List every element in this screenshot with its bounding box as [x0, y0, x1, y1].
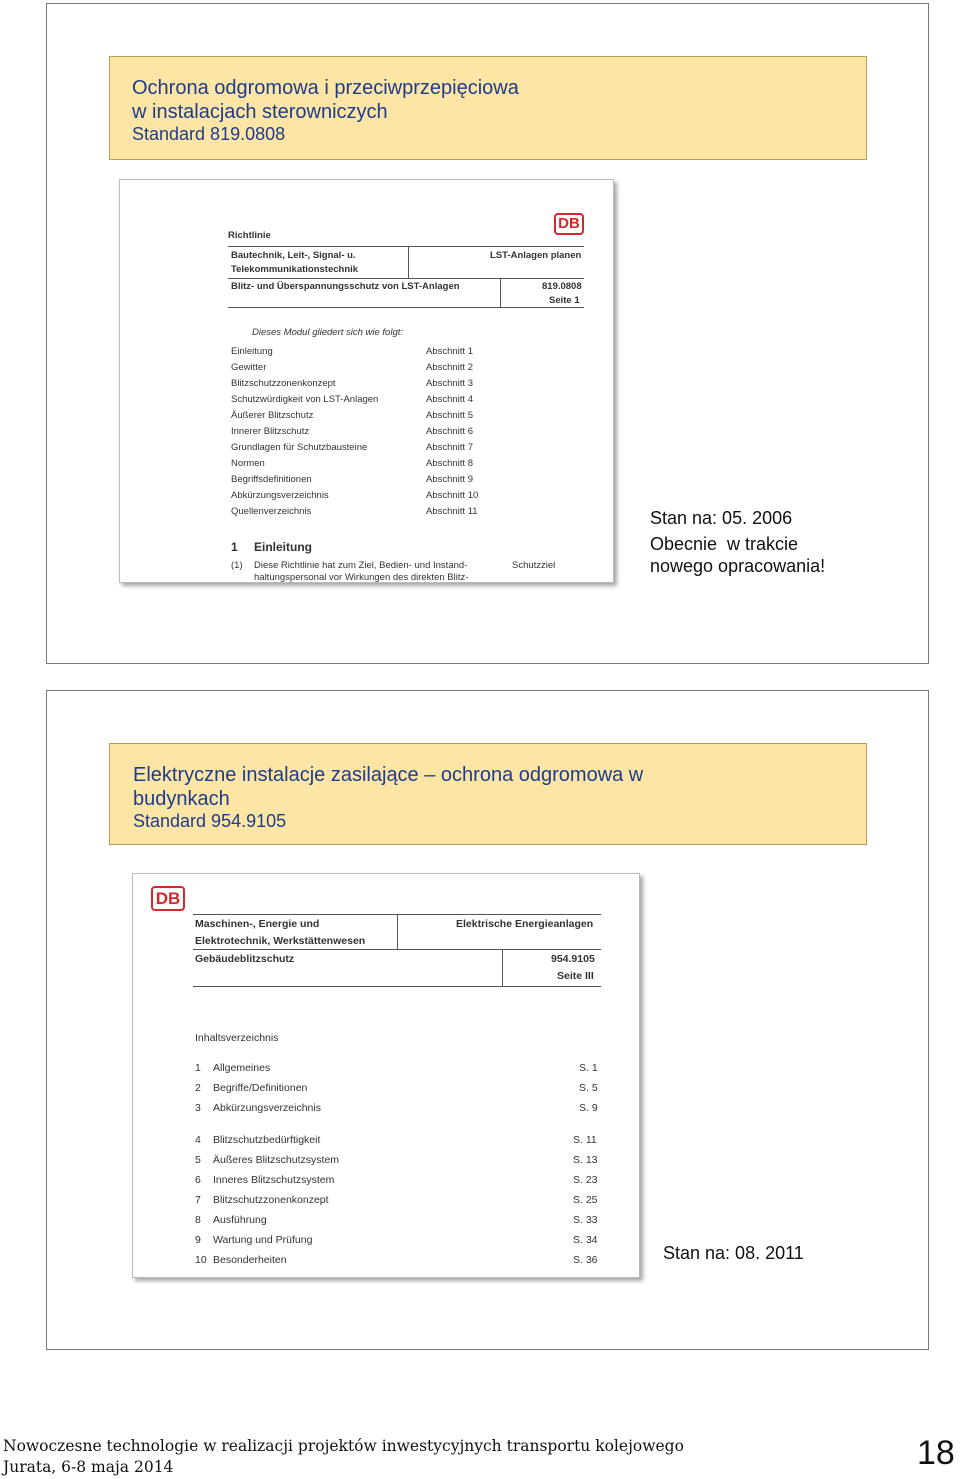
document-scan-819-0808	[119, 179, 614, 583]
page-number: 18	[917, 1434, 955, 1472]
footer-conference-title: Nowoczesne technologie w realizacji projektów inwestycyjnych transportu kolejowego	[3, 1437, 684, 1455]
doc-paragraph-line-2: haltungspersonal vor Wirkungen des direkten Blitz-	[254, 572, 469, 583]
toc-item-page: S. 23	[573, 1174, 598, 1186]
toc-item-number: 8	[195, 1214, 201, 1226]
toc-item-section: Abschnitt 6	[426, 426, 473, 437]
doc-header-left-3: Gebäudeblitzschutz	[195, 953, 295, 965]
footer-location-date: Jurata, 6-8 maja 2014	[3, 1457, 174, 1476]
toc-item-page: S. 1	[579, 1062, 598, 1074]
doc-side-label: Schutzziel	[512, 560, 556, 571]
doc-paragraph-number: (1)	[231, 560, 243, 571]
toc-item-name: Gewitter	[231, 362, 267, 373]
toc-item-name: Abkürzungsverzeichnis	[231, 490, 329, 501]
toc-item-name: Begriffsdefinitionen	[231, 474, 312, 485]
doc-header-left-2: Elektrotechnik, Werkstättenwesen	[195, 935, 366, 947]
toc-item-name: Blitzschutzzonenkonzept	[231, 378, 336, 389]
toc-item-name: Wartung und Prüfung	[213, 1234, 313, 1246]
toc-item-number: 1	[195, 1062, 201, 1074]
slide-1-title-box	[109, 56, 867, 160]
db-logo: DB	[151, 886, 185, 911]
toc-item-section: Abschnitt 9	[426, 474, 473, 485]
toc-item-name: Äußerer Blitzschutz	[231, 410, 314, 421]
toc-item-name: Äußeres Blitzschutzsystem	[213, 1154, 340, 1166]
doc-richtlinie-label: Richtlinie	[228, 230, 271, 241]
toc-item-section: Abschnitt 4	[426, 394, 473, 405]
toc-item-name: Blitzschutzzonenkonzept	[213, 1194, 329, 1206]
toc-item-section: Abschnitt 2	[426, 362, 473, 373]
doc-header-right-2: 819.0808	[542, 281, 582, 292]
toc-item-name: Abkürzungsverzeichnis	[213, 1102, 321, 1114]
slide-2	[46, 690, 929, 1350]
doc-intro: Dieses Modul gliedert sich wie folgt:	[252, 327, 404, 338]
toc-item-section: Abschnitt 7	[426, 442, 473, 453]
toc-item-page: S. 9	[579, 1102, 598, 1114]
doc-header-left-1: Maschinen-, Energie und	[195, 918, 320, 930]
doc-header-left-3: Blitz- und Überspannungsschutz von LST-Anlagen	[231, 281, 460, 292]
slide-1-title-line-1: Ochrona odgromowa i przeciwprzepięciowa	[132, 77, 519, 99]
toc-item-name: Schutzwürdigkeit von LST-Anlagen	[231, 394, 379, 405]
toc-item-number: 3	[195, 1102, 201, 1114]
doc-header-right-2: 954.9105	[551, 953, 595, 965]
toc-item-name: Besonderheiten	[213, 1254, 287, 1266]
doc-toc-title: Inhaltsverzeichnis	[195, 1032, 279, 1044]
footer	[3, 1436, 684, 1478]
status-date: Stan na: 05. 2006	[650, 508, 793, 528]
toc-item-page: S. 25	[573, 1194, 598, 1206]
toc-item-name: Einleitung	[231, 346, 273, 357]
doc-paragraph-line-1: Diese Richtlinie hat zum Ziel, Bedien- und Instand-	[254, 560, 468, 571]
slide-1-title-line-3: Standard 819.0808	[132, 124, 286, 145]
toc-item-section: Abschnitt 1	[426, 346, 473, 357]
slide-2-title-line-1: Elektryczne instalacje zasilające – ochrona odgromowa w	[133, 764, 644, 786]
toc-item-section: Abschnitt 10	[426, 490, 479, 501]
toc-item-number: 6	[195, 1174, 201, 1186]
toc-item-name: Begriffe/Definitionen	[213, 1082, 308, 1094]
toc-item-section: Abschnitt 11	[426, 506, 478, 517]
db-logo: DB	[554, 213, 584, 235]
toc-item-number: 7	[195, 1194, 201, 1206]
slide-2-status-note: Stan na: 08. 2011	[663, 1243, 804, 1263]
toc-item-number: 9	[195, 1234, 201, 1246]
doc-header-left-2: Telekommunikationstechnik	[231, 264, 359, 275]
toc-item-page: S. 5	[579, 1082, 598, 1094]
slide-2-title-line-3: Standard 954.9105	[133, 811, 287, 832]
slide-2-title-box	[109, 743, 867, 845]
doc-section-title: Einleitung	[254, 540, 312, 554]
document-scan-954-9105	[132, 873, 640, 1278]
toc-item-name: Normen	[231, 458, 265, 469]
toc-item-section: Abschnitt 3	[426, 378, 473, 389]
toc-item-name: Blitzschutzbedürftigkeit	[213, 1134, 321, 1146]
status-line-2: Obecnie w trakcie	[650, 534, 799, 555]
toc-item-number: 5	[195, 1154, 201, 1166]
toc-item-number: 4	[195, 1134, 201, 1146]
toc-item-name: Allgemeines	[213, 1062, 271, 1074]
status-line-3: nowego opracowania!	[650, 556, 826, 577]
slide-1-title-line-2: w instalacjach sterowniczych	[132, 100, 388, 123]
doc-header-left-1: Bautechnik, Leit-, Signal- u.	[231, 250, 356, 261]
doc-section-number: 1	[231, 540, 238, 554]
toc-item-name: Inneres Blitzschutzsystem	[213, 1174, 335, 1186]
slide-1-status-note	[650, 505, 825, 579]
doc-header-right-1: Elektrische Energieanlagen	[456, 918, 594, 930]
toc-item-page: S. 36	[573, 1254, 598, 1266]
toc-item-name: Quellenverzeichnis	[231, 506, 312, 517]
toc-item-name: Grundlagen für Schutzbausteine	[231, 442, 368, 453]
toc-item-page: S. 13	[573, 1154, 598, 1166]
toc-item-number: 2	[195, 1082, 201, 1094]
toc-item-name: Ausführung	[213, 1214, 267, 1226]
toc-item-page: S. 34	[573, 1234, 598, 1246]
slide-1	[46, 3, 929, 664]
toc-item-number: 10	[195, 1254, 207, 1266]
doc-header-right-3: Seite III	[557, 970, 594, 982]
toc-item-section: Abschnitt 5	[426, 410, 473, 421]
doc-header-right-1: LST-Anlagen planen	[490, 250, 582, 261]
toc-item-name: Innerer Blitzschutz	[231, 426, 310, 437]
toc-item-page: S. 11	[573, 1134, 597, 1146]
toc-item-section: Abschnitt 8	[426, 458, 473, 469]
doc-header-right-3: Seite 1	[549, 295, 580, 306]
slide-2-title-line-2: budynkach	[133, 787, 230, 810]
toc-item-page: S. 33	[573, 1214, 598, 1226]
